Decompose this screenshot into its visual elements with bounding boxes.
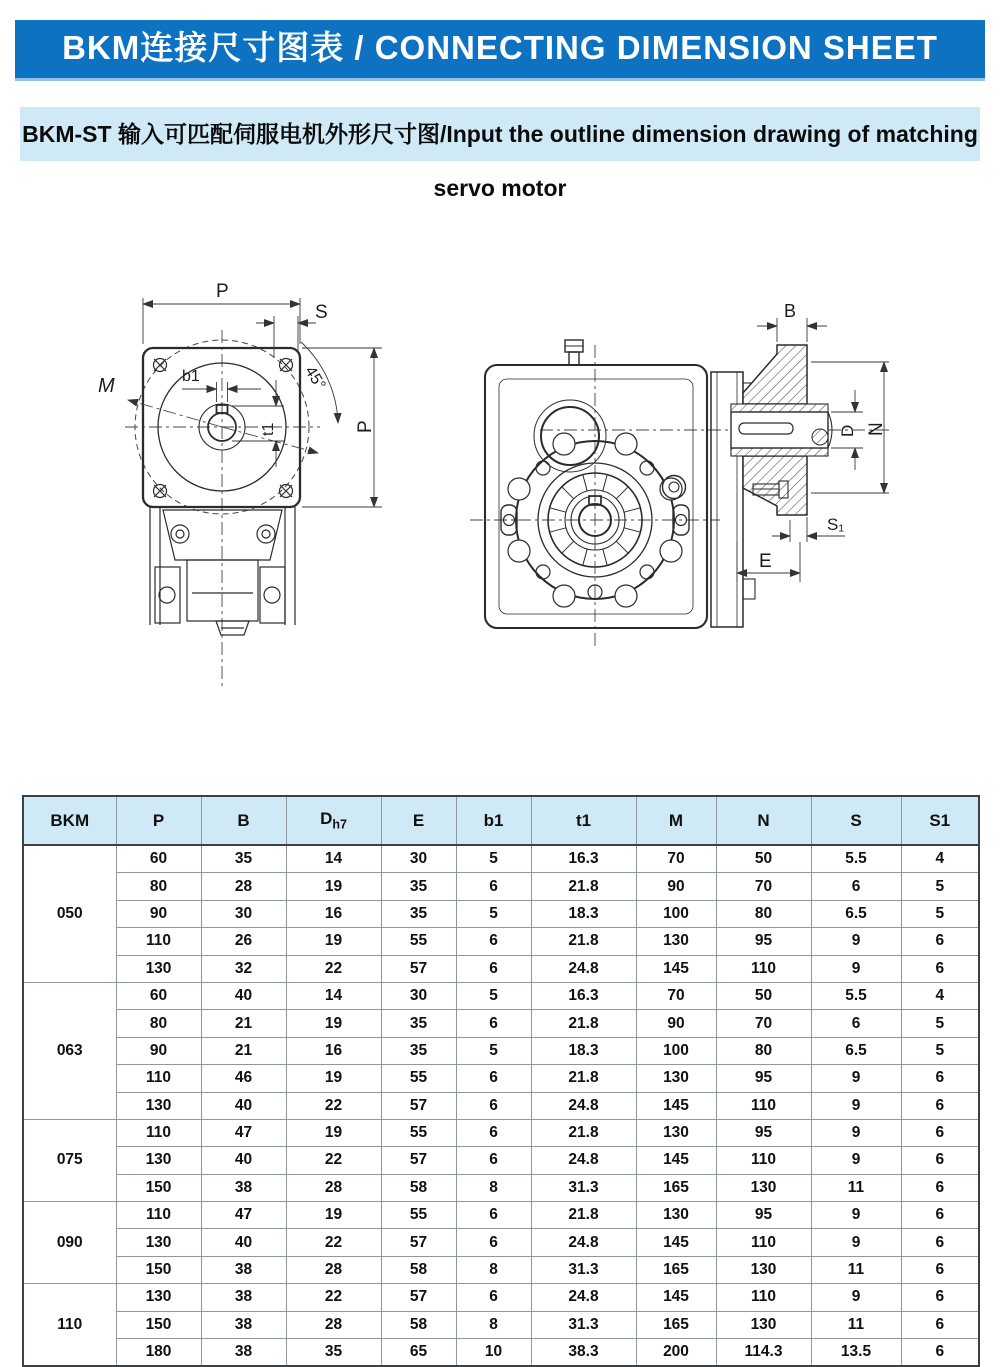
dimension-annotations <box>98 281 382 507</box>
value-cell: 5 <box>456 845 531 873</box>
value-cell: 6 <box>456 1284 531 1311</box>
value-cell: 110 <box>116 1065 201 1092</box>
dim-label-angle: 45° <box>301 363 329 394</box>
value-cell: 6 <box>456 928 531 955</box>
value-cell: 8 <box>456 1256 531 1283</box>
value-cell: 150 <box>116 1256 201 1283</box>
value-cell: 14 <box>286 982 381 1009</box>
value-cell: 32 <box>201 955 286 982</box>
value-cell: 9 <box>811 1119 901 1146</box>
value-cell: 6 <box>456 1202 531 1229</box>
value-cell: 90 <box>636 873 716 900</box>
table-row <box>23 1202 979 1229</box>
value-cell: 6 <box>901 955 979 982</box>
table-row <box>23 1010 979 1037</box>
column-header: t1 <box>531 796 636 845</box>
value-cell: 57 <box>381 1284 456 1311</box>
value-cell: 16.3 <box>531 982 636 1009</box>
column-header: S1 <box>901 796 979 845</box>
value-cell: 22 <box>286 955 381 982</box>
value-cell: 6 <box>456 1119 531 1146</box>
value-cell: 38 <box>201 1339 286 1367</box>
value-cell: 130 <box>116 1092 201 1119</box>
value-cell: 46 <box>201 1065 286 1092</box>
value-cell: 130 <box>636 1065 716 1092</box>
value-cell: 22 <box>286 1229 381 1256</box>
value-cell: 6 <box>456 1229 531 1256</box>
value-cell: 95 <box>716 1202 811 1229</box>
page-title-banner: BKM连接尺寸图表 / CONNECTING DIMENSION SHEET <box>15 20 985 81</box>
value-cell: 9 <box>811 1065 901 1092</box>
value-cell: 80 <box>116 873 201 900</box>
value-cell: 18.3 <box>531 900 636 927</box>
value-cell: 31.3 <box>531 1256 636 1283</box>
value-cell: 80 <box>116 1010 201 1037</box>
value-cell: 57 <box>381 1147 456 1174</box>
value-cell: 9 <box>811 955 901 982</box>
value-cell: 114.3 <box>716 1339 811 1367</box>
value-cell: 65 <box>381 1339 456 1367</box>
value-cell: 110 <box>716 1092 811 1119</box>
value-cell: 6 <box>901 1256 979 1283</box>
value-cell: 6 <box>456 1065 531 1092</box>
gearbox-body <box>150 507 295 635</box>
value-cell: 38 <box>201 1311 286 1338</box>
value-cell: 95 <box>716 928 811 955</box>
value-cell: 8 <box>456 1311 531 1338</box>
value-cell: 21 <box>201 1037 286 1064</box>
dim-label-p-top: P <box>216 281 229 302</box>
value-cell: 110 <box>116 928 201 955</box>
value-cell: 11 <box>811 1256 901 1283</box>
value-cell: 180 <box>116 1339 201 1367</box>
value-cell: 55 <box>381 1119 456 1146</box>
value-cell: 6 <box>456 873 531 900</box>
value-cell: 55 <box>381 1065 456 1092</box>
value-cell: 19 <box>286 928 381 955</box>
value-cell: 58 <box>381 1174 456 1201</box>
value-cell: 16.3 <box>531 845 636 873</box>
dim-label-m: M <box>98 375 115 397</box>
value-cell: 130 <box>716 1174 811 1201</box>
value-cell: 21 <box>201 1010 286 1037</box>
table-row <box>23 955 979 982</box>
model-cell: 063 <box>23 982 116 1119</box>
value-cell: 130 <box>116 1147 201 1174</box>
column-header: P <box>116 796 201 845</box>
value-cell: 21.8 <box>531 873 636 900</box>
table-row <box>23 1229 979 1256</box>
value-cell: 6 <box>456 1147 531 1174</box>
value-cell: 21.8 <box>531 1010 636 1037</box>
value-cell: 24.8 <box>531 1092 636 1119</box>
value-cell: 35 <box>381 900 456 927</box>
front-view-drawing <box>70 268 410 693</box>
value-cell: 5.5 <box>811 982 901 1009</box>
section-subtitle: BKM-ST 输入可匹配伺服电机外形尺寸图/Input the outline dimension drawing of matching servo motor <box>20 107 980 161</box>
table-row <box>23 873 979 900</box>
value-cell: 19 <box>286 1202 381 1229</box>
value-cell: 6 <box>901 1065 979 1092</box>
value-cell: 8 <box>456 1174 531 1201</box>
value-cell: 35 <box>381 873 456 900</box>
dim-label-p-right: P <box>355 420 376 433</box>
value-cell: 40 <box>201 1092 286 1119</box>
value-cell: 9 <box>811 1092 901 1119</box>
value-cell: 145 <box>636 1147 716 1174</box>
value-cell: 110 <box>116 1119 201 1146</box>
table-row <box>23 1037 979 1064</box>
value-cell: 5 <box>901 1010 979 1037</box>
value-cell: 19 <box>286 873 381 900</box>
value-cell: 30 <box>381 845 456 873</box>
value-cell: 6 <box>901 1202 979 1229</box>
value-cell: 19 <box>286 1010 381 1037</box>
value-cell: 130 <box>116 955 201 982</box>
value-cell: 50 <box>716 982 811 1009</box>
value-cell: 70 <box>636 982 716 1009</box>
column-header: BKM <box>23 796 116 845</box>
value-cell: 4 <box>901 845 979 873</box>
model-cell: 110 <box>23 1284 116 1367</box>
value-cell: 100 <box>636 900 716 927</box>
value-cell: 5 <box>901 900 979 927</box>
table-row <box>23 1092 979 1119</box>
table-row <box>23 1339 979 1367</box>
value-cell: 90 <box>116 900 201 927</box>
value-cell: 13.5 <box>811 1339 901 1367</box>
value-cell: 150 <box>116 1174 201 1201</box>
value-cell: 6 <box>901 1229 979 1256</box>
value-cell: 110 <box>716 955 811 982</box>
value-cell: 58 <box>381 1256 456 1283</box>
value-cell: 38 <box>201 1284 286 1311</box>
value-cell: 5 <box>901 873 979 900</box>
value-cell: 90 <box>636 1010 716 1037</box>
side-view-drawing <box>455 290 915 660</box>
centerlines <box>470 345 893 650</box>
dim-label-s1: S₁ <box>827 515 845 534</box>
value-cell: 90 <box>116 1037 201 1064</box>
value-cell: 5 <box>456 982 531 1009</box>
value-cell: 55 <box>381 928 456 955</box>
table-row <box>23 1119 979 1146</box>
value-cell: 24.8 <box>531 1284 636 1311</box>
value-cell: 28 <box>286 1311 381 1338</box>
dimension-table <box>22 795 980 1367</box>
value-cell: 21.8 <box>531 1065 636 1092</box>
dim-label-n: N <box>866 422 887 436</box>
value-cell: 130 <box>636 928 716 955</box>
value-cell: 24.8 <box>531 1147 636 1174</box>
value-cell: 21.8 <box>531 1202 636 1229</box>
value-cell: 80 <box>716 900 811 927</box>
value-cell: 165 <box>636 1174 716 1201</box>
value-cell: 16 <box>286 1037 381 1064</box>
value-cell: 30 <box>201 900 286 927</box>
value-cell: 6 <box>901 1284 979 1311</box>
value-cell: 38 <box>201 1174 286 1201</box>
value-cell: 38 <box>201 1256 286 1283</box>
value-cell: 100 <box>636 1037 716 1064</box>
value-cell: 6 <box>456 1092 531 1119</box>
value-cell: 6 <box>901 1311 979 1338</box>
value-cell: 10 <box>456 1339 531 1367</box>
value-cell: 35 <box>286 1339 381 1367</box>
value-cell: 70 <box>716 873 811 900</box>
value-cell: 19 <box>286 1119 381 1146</box>
value-cell: 19 <box>286 1065 381 1092</box>
value-cell: 16 <box>286 900 381 927</box>
value-cell: 40 <box>201 982 286 1009</box>
value-cell: 35 <box>381 1010 456 1037</box>
value-cell: 6 <box>811 873 901 900</box>
value-cell: 24.8 <box>531 955 636 982</box>
value-cell: 4 <box>901 982 979 1009</box>
column-header: b1 <box>456 796 531 845</box>
column-header: E <box>381 796 456 845</box>
model-cell: 090 <box>23 1202 116 1284</box>
value-cell: 40 <box>201 1147 286 1174</box>
model-cell: 050 <box>23 845 116 982</box>
value-cell: 145 <box>636 1092 716 1119</box>
value-cell: 9 <box>811 1229 901 1256</box>
value-cell: 28 <box>286 1174 381 1201</box>
value-cell: 30 <box>381 982 456 1009</box>
value-cell: 70 <box>636 845 716 873</box>
value-cell: 6.5 <box>811 1037 901 1064</box>
value-cell: 130 <box>716 1256 811 1283</box>
value-cell: 9 <box>811 1284 901 1311</box>
value-cell: 22 <box>286 1284 381 1311</box>
value-cell: 24.8 <box>531 1229 636 1256</box>
table-row <box>23 1065 979 1092</box>
value-cell: 110 <box>116 1202 201 1229</box>
table-row <box>23 1256 979 1283</box>
value-cell: 6 <box>901 1147 979 1174</box>
value-cell: 57 <box>381 1092 456 1119</box>
value-cell: 110 <box>716 1147 811 1174</box>
value-cell: 6 <box>901 1092 979 1119</box>
dim-label-b1: b1 <box>182 368 200 385</box>
value-cell: 6 <box>811 1010 901 1037</box>
value-cell: 6.5 <box>811 900 901 927</box>
value-cell: 5.5 <box>811 845 901 873</box>
value-cell: 55 <box>381 1202 456 1229</box>
column-header: M <box>636 796 716 845</box>
value-cell: 130 <box>636 1119 716 1146</box>
value-cell: 110 <box>716 1284 811 1311</box>
value-cell: 21.8 <box>531 928 636 955</box>
value-cell: 50 <box>716 845 811 873</box>
value-cell: 47 <box>201 1202 286 1229</box>
value-cell: 11 <box>811 1311 901 1338</box>
value-cell: 38.3 <box>531 1339 636 1367</box>
value-cell: 165 <box>636 1311 716 1338</box>
value-cell: 28 <box>286 1256 381 1283</box>
input-adapter-section <box>711 345 832 627</box>
hollow-input-bore <box>731 412 828 448</box>
value-cell: 9 <box>811 1147 901 1174</box>
dim-label-e: E <box>759 551 772 572</box>
value-cell: 35 <box>201 845 286 873</box>
value-cell: 22 <box>286 1147 381 1174</box>
value-cell: 18.3 <box>531 1037 636 1064</box>
column-header: $D_{h7}$ <box>286 796 381 845</box>
value-cell: 6 <box>456 955 531 982</box>
value-cell: 130 <box>116 1229 201 1256</box>
value-cell: 35 <box>381 1037 456 1064</box>
value-cell: 130 <box>716 1311 811 1338</box>
column-header: S <box>811 796 901 845</box>
table-row <box>23 928 979 955</box>
dimension-table-wrapper <box>22 795 978 1367</box>
value-cell: 6 <box>456 1010 531 1037</box>
value-cell: 11 <box>811 1174 901 1201</box>
value-cell: 130 <box>116 1284 201 1311</box>
value-cell: 21.8 <box>531 1119 636 1146</box>
value-cell: 6 <box>901 928 979 955</box>
value-cell: 110 <box>716 1229 811 1256</box>
value-cell: 60 <box>116 982 201 1009</box>
value-cell: 47 <box>201 1119 286 1146</box>
value-cell: 31.3 <box>531 1174 636 1201</box>
table-row <box>23 1284 979 1311</box>
value-cell: 14 <box>286 845 381 873</box>
dim-label-t1: t1 <box>260 422 277 436</box>
value-cell: 31.3 <box>531 1311 636 1338</box>
table-row <box>23 1147 979 1174</box>
value-cell: 5 <box>456 900 531 927</box>
model-cell: 075 <box>23 1119 116 1201</box>
centerlines <box>125 330 320 688</box>
dim-label-s: S <box>315 302 328 323</box>
dim-label-d: D <box>838 424 857 437</box>
value-cell: 5 <box>456 1037 531 1064</box>
value-cell: 57 <box>381 955 456 982</box>
value-cell: 6 <box>901 1119 979 1146</box>
value-cell: 200 <box>636 1339 716 1367</box>
dim-label-b: B <box>784 301 797 321</box>
value-cell: 145 <box>636 1284 716 1311</box>
value-cell: 40 <box>201 1229 286 1256</box>
table-row <box>23 1174 979 1201</box>
value-cell: 28 <box>201 873 286 900</box>
value-cell: 80 <box>716 1037 811 1064</box>
value-cell: 9 <box>811 928 901 955</box>
column-header: B <box>201 796 286 845</box>
table-row <box>23 900 979 927</box>
column-header: N <box>716 796 811 845</box>
value-cell: 95 <box>716 1065 811 1092</box>
value-cell: 70 <box>716 1010 811 1037</box>
table-row <box>23 845 979 873</box>
value-cell: 165 <box>636 1256 716 1283</box>
value-cell: 60 <box>116 845 201 873</box>
value-cell: 26 <box>201 928 286 955</box>
value-cell: 130 <box>636 1202 716 1229</box>
value-cell: 145 <box>636 955 716 982</box>
value-cell: 6 <box>901 1174 979 1201</box>
table-row <box>23 1311 979 1338</box>
value-cell: 145 <box>636 1229 716 1256</box>
value-cell: 57 <box>381 1229 456 1256</box>
table-row <box>23 982 979 1009</box>
value-cell: 6 <box>901 1339 979 1367</box>
value-cell: 22 <box>286 1092 381 1119</box>
value-cell: 5 <box>901 1037 979 1064</box>
value-cell: 58 <box>381 1311 456 1338</box>
value-cell: 95 <box>716 1119 811 1146</box>
value-cell: 150 <box>116 1311 201 1338</box>
value-cell: 9 <box>811 1202 901 1229</box>
